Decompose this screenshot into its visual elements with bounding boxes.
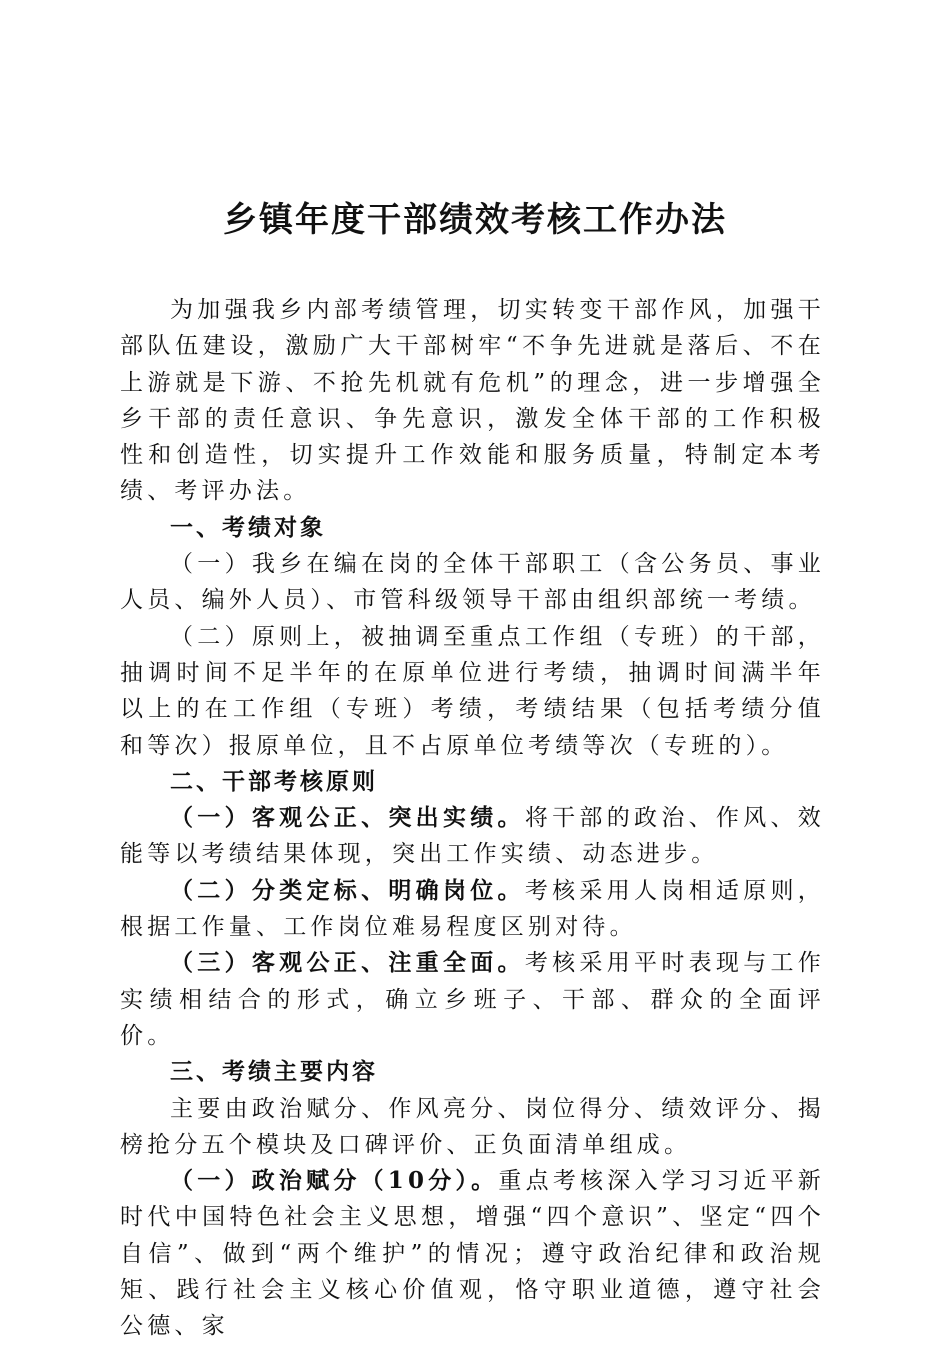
paragraph-lead: （一）政治赋分（10分）。 xyxy=(170,1167,499,1195)
paragraph xyxy=(120,945,825,1054)
paragraph-text: （一）我乡在编在岗的全体干部职工（含公务员、事业人员、编外人员）、市管科级领导干部由组织部统一考绩。 xyxy=(120,551,825,614)
paragraph xyxy=(120,1091,825,1164)
section-heading: 二、干部考核原则 xyxy=(170,768,378,795)
paragraph-lead: （三）客观公正、注重全面。 xyxy=(170,949,525,977)
paragraph-text: 将干部的政治、作风、效能等以考绩结果体现，突出工作实绩、动态进步。 xyxy=(120,805,825,868)
intro-paragraph: 为加强我乡内部考绩管理，切实转变干部作风，加强干部队伍建设，激励广大干部树牢“不争先进就是落后、不在上游就是下游、不抢先机就有危机”的理念，进一步增强全乡干部的责任意识、争先意识，激发全体干部的工作积极性和创造性，切实提升工作效能和服务质量，特制定本考绩、考评办法。 xyxy=(120,297,825,505)
paragraph xyxy=(120,800,825,873)
paragraph-text: 考核采用人岗相适原则，根据工作量、工作岗位难易程度区别对待。 xyxy=(120,877,825,941)
paragraph-lead: （一）客观公正、突出实绩。 xyxy=(170,804,525,832)
section-heading: 三、考绩主要内容 xyxy=(170,1059,378,1086)
paragraph-text: （二）原则上，被抽调至重点工作组（专班）的干部，抽调时间不足半年的在原单位进行考绩，抽调时间满半年以上的在工作组（专班）考绩，考绩结果（包括考绩分值和等次）报原单位，且不占原单位考绩等次（专班的）。 xyxy=(120,623,825,759)
paragraph-text: 重点考核深入学习习近平新时代中国特色社会主义思想，增强“四个意识”、坚定“四个自信”、做到“两个维护”的情况；遵守政治纪律和政治规矩、践行社会主义核心价值观，恪守职业道德，遵守社会公德、家 xyxy=(120,1168,826,1340)
document-title: 乡镇年度干部绩效考核工作办法 xyxy=(223,200,727,240)
document-body xyxy=(120,292,825,1345)
paragraph xyxy=(120,546,825,619)
paragraph xyxy=(120,619,825,764)
paragraph-lead: （二）分类定标、明确岗位。 xyxy=(170,876,525,904)
paragraph xyxy=(120,1163,825,1344)
section-heading: 一、考绩对象 xyxy=(170,514,326,541)
paragraph-text: 考核采用平时表现与工作实绩相结合的形式，确立乡班子、干部、群众的全面评价。 xyxy=(120,950,825,1049)
paragraph xyxy=(120,873,825,946)
paragraph-text: 主要由政治赋分、作风亮分、岗位得分、绩效评分、揭榜抢分五个模块及口碑评价、正负面清单组成。 xyxy=(120,1095,825,1158)
